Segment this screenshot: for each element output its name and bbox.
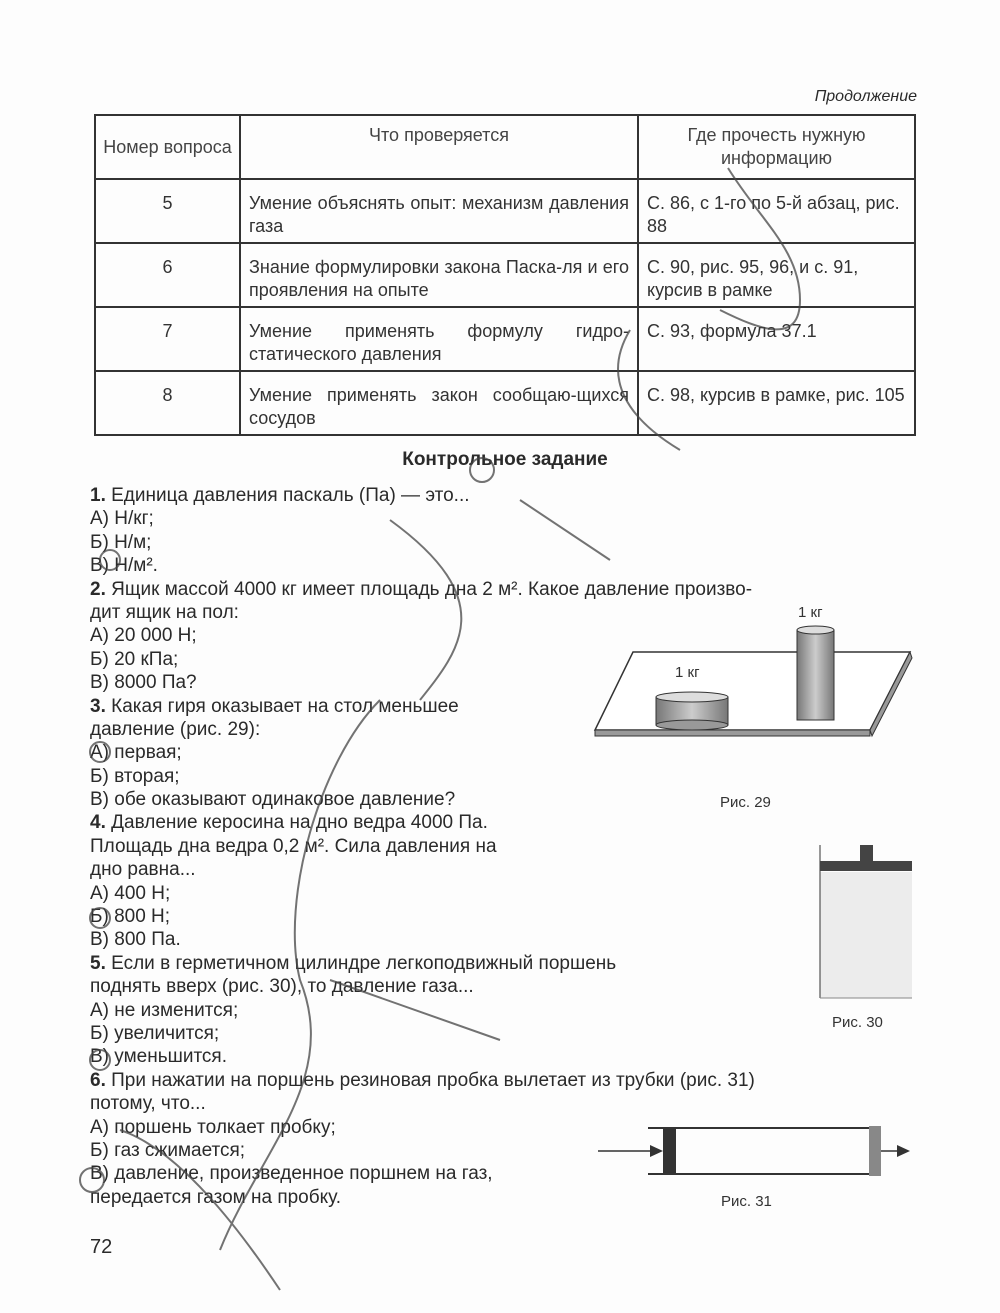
cell-what: Умение объяснять опыт: механизм давления газа	[240, 179, 638, 243]
line-text: Если в герметичном цилиндре легкоподвижный поршень	[105, 952, 617, 974]
line-text: Какая гиря оказывает на стол меньшее	[105, 695, 459, 717]
line-text: Б) 800 Н;	[90, 906, 171, 928]
cell-num: 5	[95, 179, 240, 243]
cell-where: С. 90, рис. 95, 96, и с. 91, курсив в рамке	[638, 243, 915, 307]
line-text: В) обе оказывают одинаковое давление?	[90, 789, 456, 811]
cell-where: С. 93, формула 37.1	[638, 307, 915, 371]
cell-where: С. 98, курсив в рамке, рис. 105	[638, 371, 915, 435]
header-where: Где прочесть нужную информацию	[638, 115, 915, 179]
fig29-label-tall: 1 кг	[798, 604, 823, 621]
question-number: 2.	[90, 578, 106, 600]
line-text: дно равна...	[90, 859, 196, 881]
line-text: поднять вверх (рис. 30), то давление газа...	[90, 976, 474, 998]
cell-what: Знание формулировки закона Паска-ля и его проявления на опыте	[240, 243, 638, 307]
figure-29-table	[595, 652, 912, 736]
line-text: Площадь дна ведра 0,2 м². Сила давления на	[90, 835, 497, 857]
line-text: В) 800 Па.	[90, 929, 181, 951]
page-number: 72	[90, 1236, 113, 1258]
cell-num: 6	[95, 243, 240, 307]
line-text: Б) вторая;	[90, 765, 180, 787]
cell-what: Умение применять закон сообщаю-щихся сосудов	[240, 371, 638, 435]
line-text: А) первая;	[90, 742, 182, 764]
line-text: В) Н/м².	[90, 555, 158, 577]
fig29-label-flat: 1 кг	[675, 664, 700, 681]
line-text: Б) газ сжимается;	[90, 1139, 246, 1161]
line-text: А) поршень толкает пробку;	[90, 1116, 336, 1138]
cell-num: 8	[95, 371, 240, 435]
line-text: При нажатии на поршень резиновая пробка вылетает из трубки (рис. 31)	[105, 1069, 755, 1091]
question-number: 1.	[90, 485, 106, 506]
figure-29-flat-weight	[656, 692, 728, 730]
question-number: 6.	[90, 1069, 106, 1091]
line-text: В) давление, произведенное поршнем на газ,	[90, 1163, 493, 1185]
line-text: Б) увеличится;	[90, 1022, 220, 1044]
section-title: Контрольное задание	[402, 449, 608, 470]
figure-30-cylinder	[820, 845, 912, 998]
line-text: А) не изменится;	[90, 999, 239, 1021]
question-number: 4.	[90, 812, 106, 834]
line-text: В) уменьшится.	[90, 1046, 227, 1068]
fig31-caption: Рис. 31	[721, 1193, 772, 1210]
header-number: Номер вопроса	[95, 115, 240, 179]
header-what: Что проверяется	[240, 115, 638, 179]
line-text: давление (рис. 29):	[90, 718, 261, 740]
line-text: Давление керосина на дно ведра 4000 Па.	[105, 812, 488, 834]
figure-29-tall-weight	[797, 626, 834, 720]
line-text: А) 20 000 Н;	[90, 625, 197, 647]
fig29-caption: Рис. 29	[720, 794, 771, 811]
line-text: дит ящик на пол:	[90, 601, 239, 623]
line-text: А) 400 Н;	[90, 882, 171, 904]
line-text: передается газом на пробку.	[90, 1186, 342, 1208]
cell-what: Умение применять формулу гидро-статического давления	[240, 307, 638, 371]
question-number: 3.	[90, 695, 106, 717]
line-text: А) Н/кг;	[90, 508, 154, 530]
line-text: Б) Н/м;	[90, 531, 152, 553]
line-text: потому, что...	[90, 1093, 206, 1115]
question-number: 5.	[90, 952, 106, 974]
cell-where: С. 86, с 1-го по 5-й абзац, рис. 88	[638, 179, 915, 243]
line-text: Единица давления паскаль (Па) — это...	[105, 485, 470, 506]
continuation-note: Продолжение	[814, 88, 917, 105]
line-text: В) 8000 Па?	[90, 672, 197, 694]
line-text: Ящик массой 4000 кг имеет площадь дна 2 м². Какое давление произво-	[105, 578, 753, 600]
line-text: Б) 20 кПа;	[90, 648, 179, 670]
figure-31-tube	[598, 1126, 910, 1176]
fig30-caption: Рис. 30	[832, 1014, 883, 1031]
cell-num: 7	[95, 307, 240, 371]
